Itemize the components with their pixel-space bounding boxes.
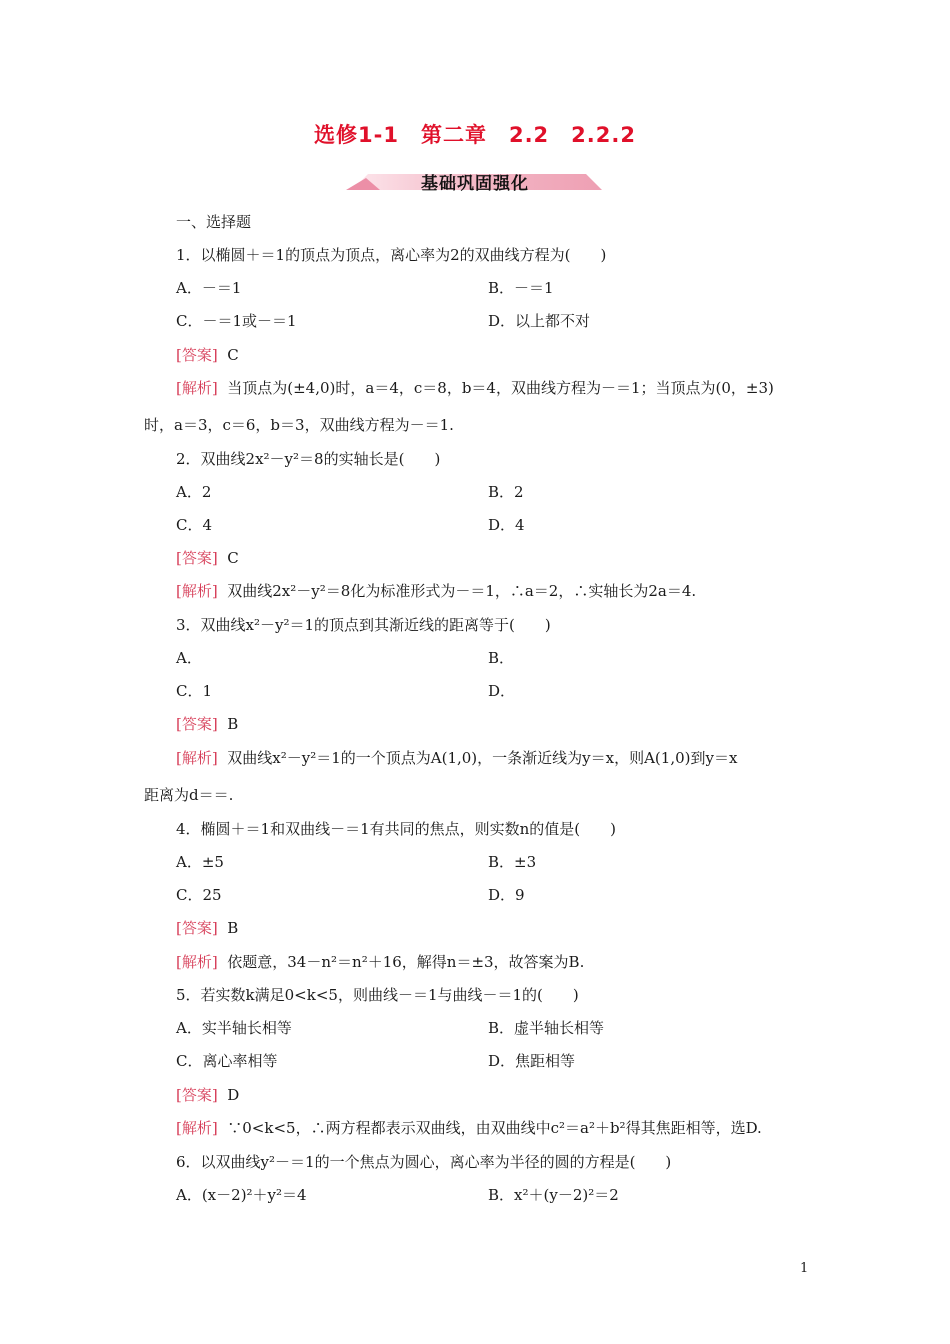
- question-2-answer-row: [176, 548, 239, 568]
- question-1-answer-row: [176, 345, 239, 365]
- question-2-analysis-row: [176, 581, 696, 601]
- answer-tag: [答案]: [176, 715, 218, 733]
- question-2-option-c: C．4: [176, 516, 213, 534]
- answer-tag: [答案]: [176, 346, 218, 364]
- analysis-tag: [解析]: [176, 379, 218, 397]
- banner-label: 基础巩固强化: [421, 174, 529, 194]
- answer-value: B: [227, 919, 239, 937]
- question-4-option-b: B．±3: [488, 853, 537, 871]
- section-banner: [346, 168, 604, 194]
- question-3-option-d: D．: [488, 682, 516, 700]
- question-5-answer-row: [176, 1085, 239, 1105]
- answer-value: D: [227, 1086, 240, 1104]
- question-3-stem: 3．双曲线x²－y²＝1的顶点到其渐近线的距离等于( ): [176, 616, 551, 634]
- question-1-option-b: B．－＝1: [488, 279, 554, 297]
- analysis-text: 双曲线x²－y²＝1的一个顶点为A(1,0)，一条渐近线为y＝x，则A(1,0)到y＝x: [227, 749, 738, 767]
- question-3-analysis-row: [176, 748, 737, 768]
- answer-tag: [答案]: [176, 919, 218, 937]
- section-heading: 一、选择题: [176, 213, 252, 231]
- page-number: 1: [800, 1261, 809, 1276]
- question-5-analysis-row: [176, 1118, 762, 1138]
- question-4-option-d: D．9: [488, 886, 525, 904]
- page-title: 选修1-1 第二章 2.2 2.2.2: [314, 123, 636, 147]
- answer-value: C: [227, 549, 239, 567]
- analysis-text: 当顶点为(±4,0)时，a＝4，c＝8，b＝4，双曲线方程为－＝1；当顶点为(0，±3): [227, 379, 774, 397]
- question-4-analysis-row: [176, 952, 584, 972]
- question-1-analysis-cont: 时，a＝3，c＝6，b＝3，双曲线方程为－＝1.: [144, 416, 454, 434]
- question-1-option-c: C．－＝1或－＝1: [176, 312, 297, 330]
- question-2-option-d: D．4: [488, 516, 525, 534]
- question-6-option-a: A．(x－2)²＋y²＝4: [176, 1186, 307, 1204]
- question-5-option-b: B．虚半轴长相等: [488, 1019, 605, 1037]
- question-6-option-b: B．x²＋(y－2)²＝2: [488, 1186, 619, 1204]
- question-3-option-c: C．1: [176, 682, 213, 700]
- question-2-stem: 2．双曲线2x²－y²＝8的实轴长是( ): [176, 450, 441, 468]
- analysis-tag: [解析]: [176, 749, 218, 767]
- question-1-analysis-row: [176, 378, 774, 398]
- question-4-option-c: C．25: [176, 886, 222, 904]
- analysis-tag: [解析]: [176, 1119, 218, 1137]
- analysis-tag: [解析]: [176, 953, 218, 971]
- question-2-option-b: B．2: [488, 483, 524, 501]
- question-3-analysis-cont: 距离为d＝＝.: [144, 786, 234, 804]
- question-6-stem: 6．以双曲线y²－＝1的一个焦点为圆心，离心率为半径的圆的方程是( ): [176, 1153, 672, 1171]
- question-4-answer-row: [176, 918, 238, 938]
- question-1-option-a: A．－＝1: [176, 279, 242, 297]
- answer-value: B: [227, 715, 239, 733]
- analysis-tag: [解析]: [176, 582, 218, 600]
- answer-tag: [答案]: [176, 1086, 218, 1104]
- question-1-option-d: D．以上都不对: [488, 312, 591, 330]
- question-5-option-a: A．实半轴长相等: [176, 1019, 292, 1037]
- analysis-text: ∵0<k<5，∴两方程都表示双曲线，由双曲线中c²＝a²＋b²得其焦距相等，选D.: [227, 1119, 762, 1137]
- answer-tag: [答案]: [176, 549, 218, 567]
- question-2-option-a: A．2: [176, 483, 212, 501]
- question-5-stem: 5．若实数k满足0<k<5，则曲线－＝1与曲线－＝1的( ): [176, 986, 579, 1004]
- question-3-answer-row: [176, 714, 238, 734]
- analysis-text: 依题意，34－n²＝n²＋16，解得n＝±3，故答案为B.: [227, 953, 585, 971]
- question-3-option-a: A．: [176, 649, 202, 667]
- question-5-option-c: C．离心率相等: [176, 1052, 278, 1070]
- question-1-stem: 1．以椭圆＋＝1的顶点为顶点，离心率为2的双曲线方程为( ): [176, 246, 607, 264]
- analysis-text: 双曲线2x²－y²＝8化为标准形式为－＝1，∴a＝2，∴实轴长为2a＝4.: [227, 582, 697, 600]
- question-4-option-a: A．±5: [176, 853, 224, 871]
- question-5-option-d: D．焦距相等: [488, 1052, 576, 1070]
- answer-value: C: [227, 346, 239, 364]
- question-3-option-b: B．: [488, 649, 515, 667]
- question-4-stem: 4．椭圆＋＝1和双曲线－＝1有共同的焦点，则实数n的值是( ): [176, 820, 616, 838]
